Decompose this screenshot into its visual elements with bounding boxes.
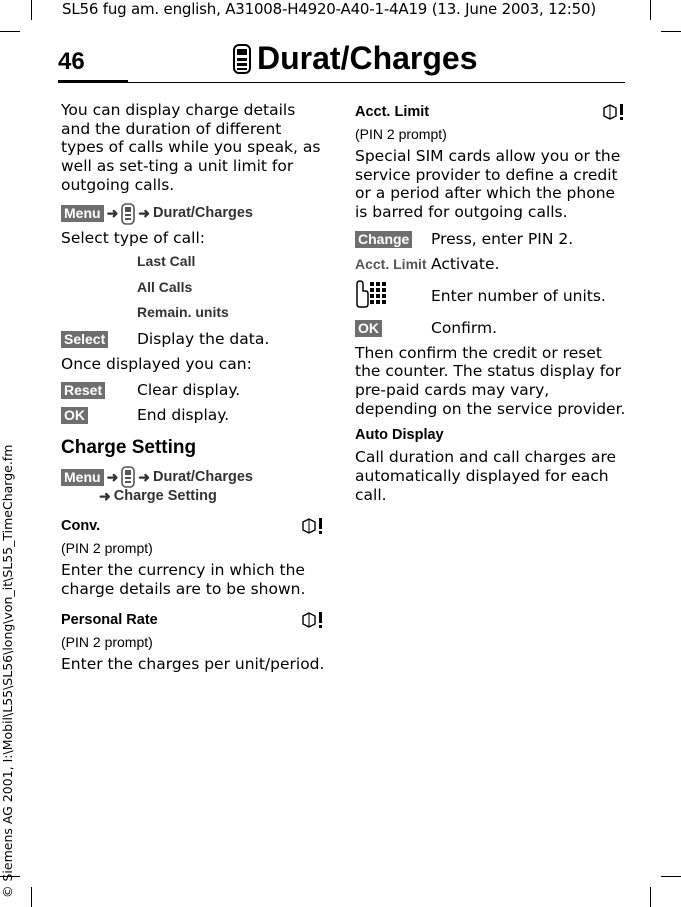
option-all-calls: All Calls: [137, 278, 193, 295]
crop-mark: [661, 876, 681, 877]
crop-mark: [31, 887, 32, 907]
select-row: [61, 330, 326, 349]
menu-item: Durat/Charges: [153, 205, 253, 222]
page-title-text: Durat/Charges: [257, 40, 478, 76]
phone-navigation-icon: [121, 203, 135, 225]
arrow-icon: ➜: [138, 468, 151, 485]
acct-limit-heading-text: Acct. Limit: [355, 104, 430, 120]
running-title: SL56 fug am. english, A31008-H4920-A40-1-4A19 (13. June 2003, 12:50): [62, 0, 597, 18]
menu-path: [61, 466, 326, 488]
reset-row: [61, 381, 326, 400]
menu-item: Charge Setting: [113, 488, 217, 505]
option-last-call: Last Call: [137, 253, 196, 270]
select-description: Display the data.: [137, 329, 270, 348]
page-title: [232, 40, 478, 77]
confirm-text: Then confirm the credit or reset the counter. The status display for pre-paid cards may vary, depending on the service provider.: [355, 343, 626, 418]
sim-service-icon: [601, 102, 627, 122]
personal-rate-heading-text: Personal Rate: [61, 611, 158, 628]
acct-limit-heading: [355, 101, 627, 123]
units-description: Enter number of units.: [431, 286, 606, 305]
phone-menu-icon: [232, 44, 252, 74]
arrow-icon: ➜: [99, 488, 111, 505]
side-file-note: © Siemens AG 2001, I:\Mobil\L55\SL56\long\von_it\SL55_TimeCharge.fm: [0, 444, 15, 898]
change-row: [355, 230, 627, 249]
sim-service-icon: [300, 610, 326, 630]
crop-mark: [31, 0, 32, 20]
intro-text: You can display charge details and the duration of different types of calls while you speak, as well as set-ting a unit limit for outgoing calls.: [61, 101, 321, 194]
sim-service-icon: [300, 516, 326, 536]
crop-mark: [0, 31, 20, 32]
left-column: [61, 101, 326, 681]
ok-description: Confirm.: [431, 318, 498, 337]
keypad-hand-icon: [355, 280, 387, 308]
menu-softkey: Menu: [61, 469, 104, 486]
ok-row: [355, 319, 627, 338]
acct-limit-description: Activate.: [431, 254, 500, 273]
ok-softkey: OK: [61, 407, 88, 424]
reset-description: Clear display.: [137, 381, 241, 400]
ok-row: [61, 406, 326, 425]
once-displayed-text: Once displayed you can:: [61, 354, 252, 373]
change-description: Press, enter PIN 2.: [431, 229, 574, 248]
option-remain-units: Remain. units: [137, 304, 229, 321]
auto-display-heading: [355, 424, 627, 446]
personal-rate-heading: [61, 609, 326, 631]
auto-display-text: Call duration and call charges are automatically displayed for each call.: [355, 448, 617, 504]
units-row: [355, 280, 627, 313]
arrow-icon: ➜: [138, 205, 151, 222]
page-number: 46: [58, 48, 85, 75]
arrow-icon: ➜: [106, 205, 119, 222]
header-rule: [128, 82, 625, 83]
change-softkey: Change: [355, 231, 412, 248]
reset-softkey: Reset: [61, 382, 105, 399]
menu-item: Durat/Charges: [153, 468, 253, 485]
menu-path-cont: [61, 488, 326, 505]
header-rule-thick: [58, 80, 128, 83]
ok-softkey: OK: [355, 320, 382, 337]
ok-description: End display.: [137, 406, 230, 425]
conv-text: Enter the currency in which the charge details are to be shown.: [61, 561, 306, 598]
menu-softkey: Menu: [61, 205, 104, 222]
personal-rate-text: Enter the charges per unit/period.: [61, 654, 325, 673]
auto-display-heading-text: Auto Display: [355, 427, 444, 444]
menu-path: [61, 203, 326, 225]
acct-limit-pin-note: (PIN 2 prompt): [355, 126, 447, 142]
select-softkey: Select: [61, 331, 108, 348]
phone-navigation-icon: [121, 466, 135, 488]
crop-mark: [661, 31, 681, 32]
crop-mark: [650, 887, 651, 907]
conv-heading-text: Conv.: [61, 518, 101, 535]
personal-rate-pin-note: (PIN 2 prompt): [61, 633, 153, 650]
charge-setting-heading: Charge Setting: [61, 437, 197, 459]
arrow-icon: ➜: [106, 468, 119, 485]
right-column: [355, 101, 627, 512]
select-type-text: Select type of call:: [61, 228, 206, 247]
crop-mark: [650, 0, 651, 20]
acct-limit-row: [355, 255, 627, 274]
acct-limit-key: Acct. Limit: [355, 255, 427, 272]
conv-pin-note: (PIN 2 prompt): [61, 540, 153, 557]
conv-heading: [61, 515, 326, 537]
acct-limit-text: Special SIM cards allow you or the service provider to define a credit or a period after which the phone is barred for outgoing calls.: [355, 147, 621, 222]
